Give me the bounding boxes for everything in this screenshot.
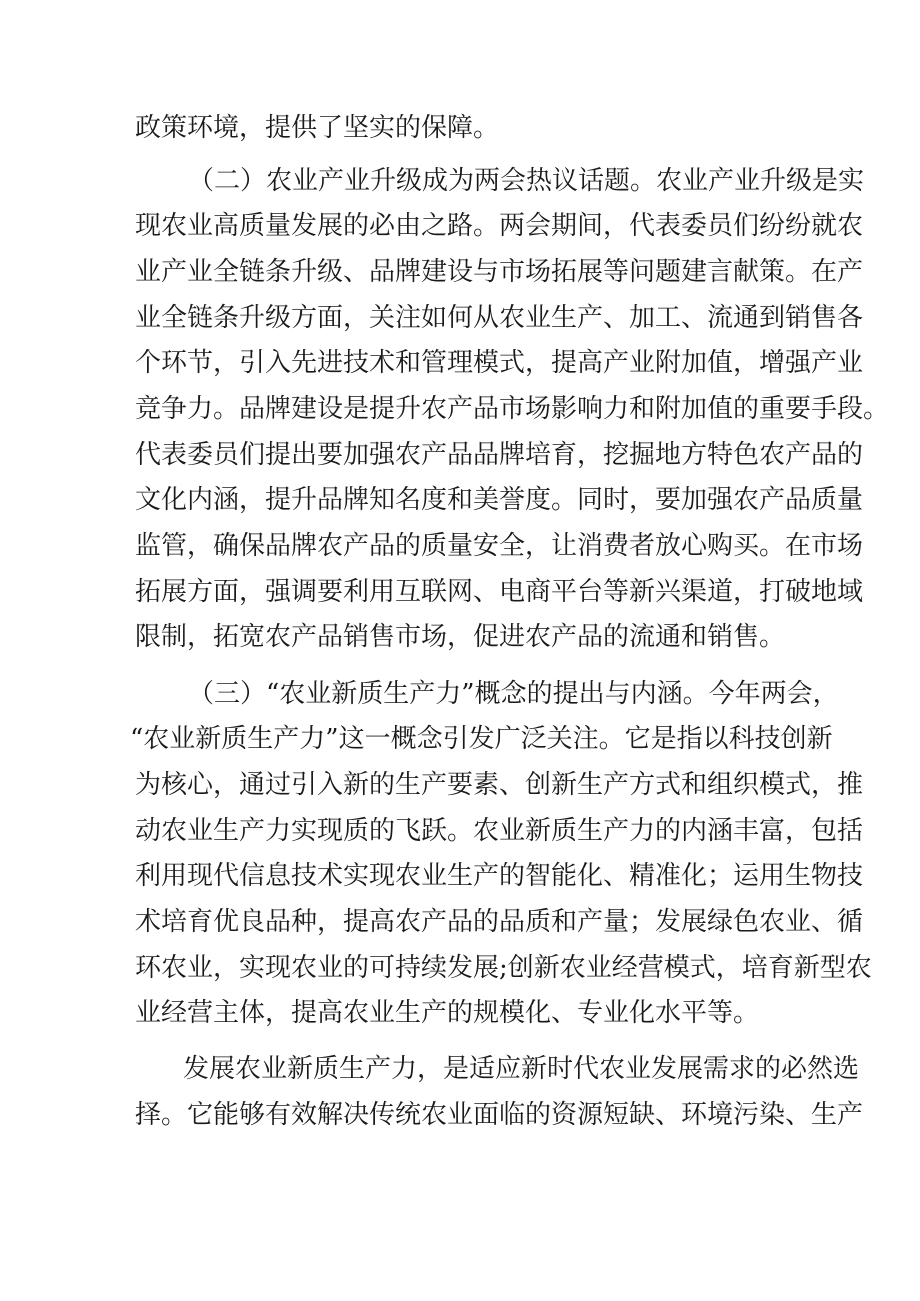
text-line: 环农业，实现农业的可持续发展;创新农业经营模式，培育新型农 [135,953,872,983]
text-line: “农业新质生产力”这一概念引发广泛关注。它是指以科技创新 [130,724,833,754]
text-line: 为核心，通过引入新的生产要素、创新生产方式和组织模式，推 [135,770,864,800]
text-line: 术培育优良品种，提高农产品的品质和产量；发展绿色农业、循 [135,907,864,937]
text-line: 动农业生产力实现质的飞跃。农业新质生产力的内涵丰富，包括 [135,816,864,846]
text-line: 监管，确保品牌农产品的质量安全，让消费者放心购买。在市场 [135,531,864,561]
text-line: （二）农业产业升级成为两会热议话题。农业产业升级是实 [188,166,865,196]
text-line: 现农业高质量发展的必由之路。两会期间，代表委员们纷纷就农 [135,211,864,241]
text-line: 文化内涵，提升品牌知名度和美誉度。同时，要加强农产品质量 [135,485,864,515]
text-line: 利用现代信息技术实现农业生产的智能化、精准化；运用生物技 [135,861,864,891]
text-line: 限制，拓宽农产品销售市场，促进农产品的流通和销售。 [135,622,786,652]
text-line: 个环节，引入先进技术和管理模式，提高产业附加值，增强产业 [135,348,864,378]
text-line: 代表委员们提出要加强农产品品牌培育，挖掘地方特色农产品的 [135,440,864,470]
text-line: 择。它能够有效解决传统农业面临的资源短缺、环境污染、生产 [135,1100,864,1130]
text-line: 业经营主体，提高农业生产的规模化、专业化水平等。 [135,998,760,1028]
text-line: 业产业全链条升级、品牌建设与市场拓展等问题建言献策。在产 [135,257,864,287]
text-line: 竞争力。品牌建设是提升农产品市场影响力和附加值的重要手段。 [135,394,890,424]
text-line: （三）“农业新质生产力”概念的提出与内涵。今年两会， [188,679,839,709]
text-line: 政策环境，提供了坚实的保障。 [135,113,500,143]
text-line: 发展农业新质生产力，是适应新时代农业发展需求的必然选 [183,1054,860,1084]
text-line: 拓展方面，强调要利用互联网、电商平台等新兴渠道，打破地域 [135,577,864,607]
text-line: 业全链条升级方面，关注如何从农业生产、加工、流通到销售各 [135,303,864,333]
